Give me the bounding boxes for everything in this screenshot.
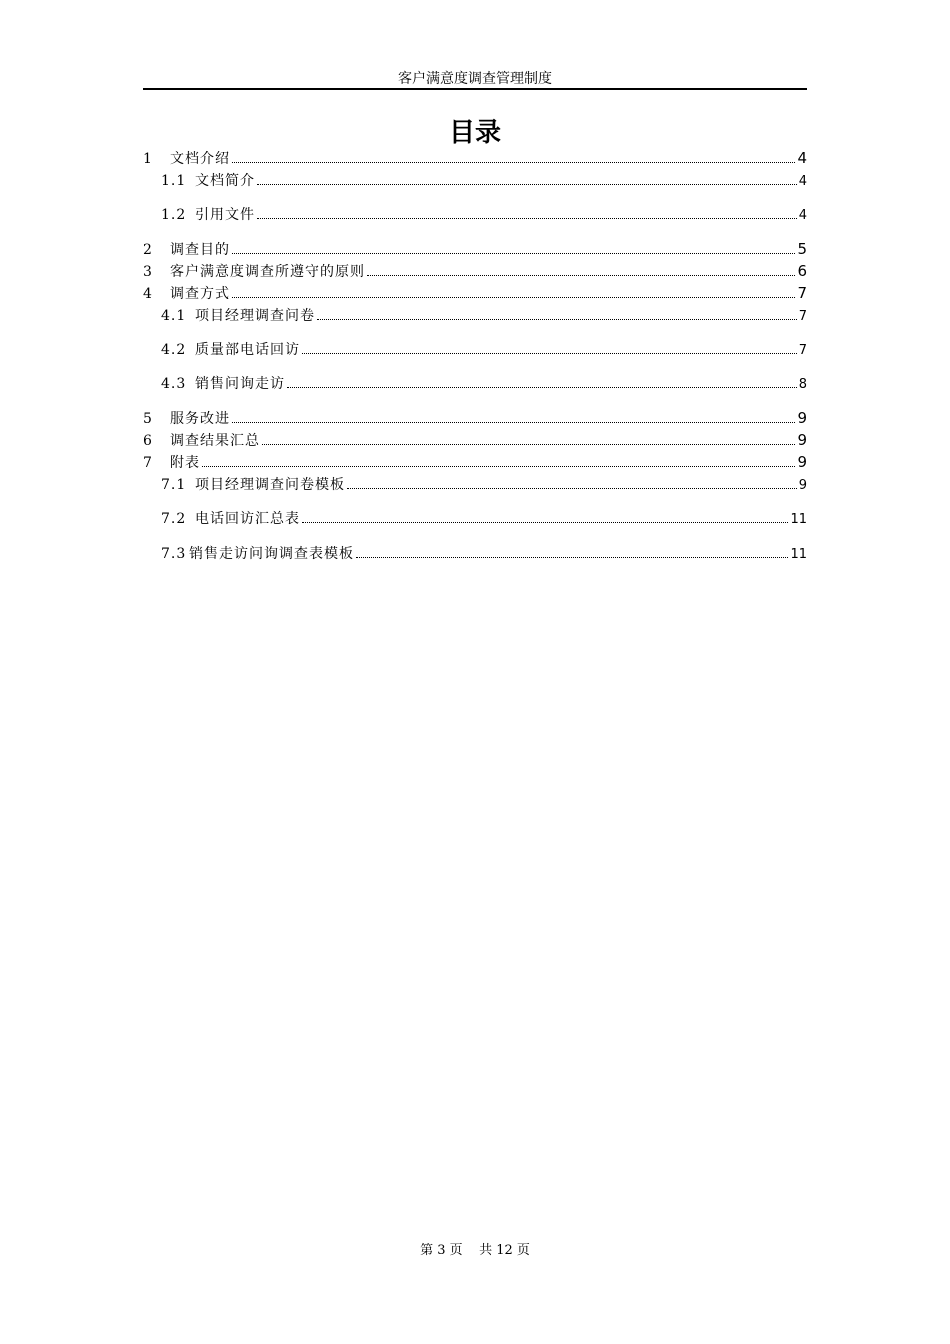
toc-entry-page: 11 — [790, 512, 807, 527]
toc-entry[interactable] — [143, 452, 807, 472]
toc-entry-page: 7 — [798, 343, 807, 358]
toc-entry-label: 引用文件 — [195, 207, 255, 223]
toc-entry-page: 7 — [798, 309, 807, 324]
toc-entry[interactable] — [143, 148, 807, 168]
toc-entry[interactable] — [161, 205, 807, 225]
toc-leader-dots — [232, 296, 795, 298]
toc-entry-number: 4 — [143, 286, 152, 302]
toc-entry-page: 6 — [797, 262, 807, 280]
toc-leader-dots — [287, 386, 797, 388]
toc-entry-label: 质量部电话回访 — [195, 342, 300, 358]
toc-entry-number: 1.2 — [161, 207, 187, 223]
toc-entry-number: 4.2 — [161, 342, 187, 358]
toc-entry-page: 4 — [798, 174, 807, 189]
toc-entry-page: 11 — [790, 547, 807, 562]
toc-entry-number: 7.1 — [161, 477, 187, 493]
toc-entry-label: 服务改进 — [170, 411, 230, 427]
toc-entry-number: 4.3 — [161, 376, 187, 392]
toc-entry[interactable] — [161, 475, 807, 495]
toc-entry[interactable] — [143, 239, 807, 259]
toc-leader-dots — [367, 274, 795, 276]
toc-entry[interactable] — [161, 544, 807, 564]
toc-entry-label: 销售问询走访 — [195, 376, 285, 392]
toc-entry-number: 1.1 — [161, 173, 187, 189]
toc-entry[interactable] — [161, 509, 807, 529]
toc-entry-label: 电话回访汇总表 — [195, 511, 300, 527]
toc-entry[interactable] — [143, 408, 807, 428]
page-footer: 第 3 页 共 12 页 — [420, 1243, 530, 1258]
toc-entry-page: 9 — [797, 409, 807, 427]
toc-entry-number: 6 — [143, 433, 152, 449]
toc-leader-dots — [302, 352, 797, 354]
toc-entry[interactable] — [143, 283, 807, 303]
toc-entry-number: 4.1 — [161, 308, 187, 324]
toc-entry-number: 2 — [143, 242, 152, 258]
toc-entry-label: 调查结果汇总 — [170, 433, 260, 449]
toc-entry-page: 9 — [798, 478, 807, 493]
toc-leader-dots — [302, 521, 788, 523]
toc-leader-dots — [356, 556, 788, 558]
toc-leader-dots — [202, 465, 795, 467]
toc-entry-number: 7.3 — [161, 546, 187, 562]
toc-entry-label: 调查方式 — [170, 286, 230, 302]
toc-entry[interactable] — [161, 306, 807, 326]
toc-entry[interactable] — [143, 261, 807, 281]
toc-entry-label: 文档介绍 — [170, 151, 230, 167]
toc-entry[interactable] — [161, 171, 807, 191]
toc-entry-label: 客户满意度调查所遵守的原则 — [170, 264, 365, 280]
toc-entry[interactable] — [161, 340, 807, 360]
toc-leader-dots — [232, 421, 795, 423]
toc-entry-label: 附表 — [170, 455, 200, 471]
toc-entry-label: 项目经理调查问卷 — [195, 308, 315, 324]
toc-entry-number: 5 — [143, 411, 152, 427]
toc-entry[interactable] — [143, 430, 807, 450]
toc-entry-number: 1 — [143, 151, 152, 167]
toc-entry-page: 4 — [797, 149, 807, 167]
toc-leader-dots — [262, 443, 795, 445]
toc-title: 目录 — [448, 118, 501, 148]
toc-entry-label: 文档简介 — [195, 173, 255, 189]
toc-entry[interactable] — [161, 374, 807, 394]
toc-leader-dots — [317, 318, 797, 320]
toc-leader-dots — [232, 252, 795, 254]
toc-entry-page: 9 — [797, 453, 807, 471]
toc-entry-number: 7 — [143, 455, 152, 471]
toc-leader-dots — [257, 217, 797, 219]
toc-entry-label: 销售走访问询调查表模板 — [189, 546, 354, 562]
toc-entry-page: 8 — [798, 377, 807, 392]
toc-entry-label: 调查目的 — [170, 242, 230, 258]
toc-leader-dots — [257, 183, 797, 185]
toc-entry-number: 7.2 — [161, 511, 187, 527]
toc-leader-dots — [232, 161, 795, 163]
toc-entry-page: 7 — [797, 284, 807, 302]
toc-leader-dots — [347, 487, 797, 489]
toc-entry-page: 9 — [797, 431, 807, 449]
toc-entry-page: 5 — [797, 240, 807, 258]
toc-entry-number: 3 — [143, 264, 152, 280]
toc-entry-label: 项目经理调查问卷模板 — [195, 477, 345, 493]
toc-entry-page: 4 — [798, 208, 807, 223]
running-header: 客户满意度调查管理制度 — [398, 71, 552, 87]
